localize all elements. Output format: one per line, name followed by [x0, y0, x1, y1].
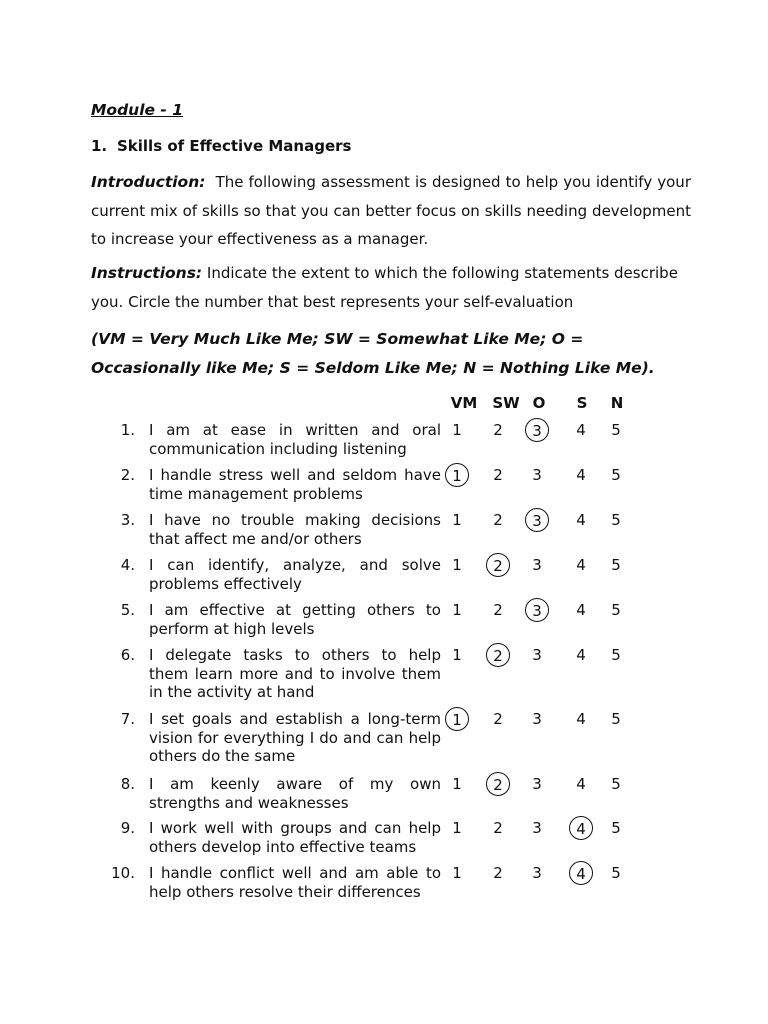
rating-option[interactable]: 3 — [532, 710, 542, 728]
column-header-vm: VM — [450, 394, 478, 412]
rating-option[interactable]: 3 — [532, 819, 542, 837]
rating-option[interactable]: 5 — [611, 864, 621, 882]
rating-option[interactable]: 3 — [532, 864, 542, 882]
selected-rating-option[interactable]: 2 — [486, 553, 510, 577]
section-title — [91, 137, 351, 155]
rating-option[interactable]: 4 — [576, 601, 586, 619]
rating-option[interactable]: 4 — [576, 646, 586, 664]
column-header-n: N — [610, 394, 624, 412]
rating-option[interactable]: 2 — [493, 864, 503, 882]
selected-rating-option[interactable]: 3 — [525, 508, 549, 532]
introduction-paragraph — [91, 168, 691, 254]
rating-option[interactable]: 3 — [532, 556, 542, 574]
rating-option[interactable]: 2 — [493, 710, 503, 728]
rating-option[interactable]: 4 — [576, 710, 586, 728]
item-statement: I delegate tasks to others to help them learn more and to involve them in the activity at hand — [149, 646, 441, 701]
rating-option[interactable]: 2 — [493, 466, 503, 484]
selected-rating-option[interactable]: 3 — [525, 598, 549, 622]
selected-rating-option[interactable]: 2 — [486, 772, 510, 796]
rating-option[interactable]: 4 — [576, 421, 586, 439]
rating-option[interactable]: 1 — [452, 511, 462, 529]
rating-option[interactable]: 5 — [611, 710, 621, 728]
rating-option[interactable]: 1 — [452, 601, 462, 619]
instructions-text: Indicate the extent to which the following statements describe you. Circle the number that best represents your self-evaluation — [91, 264, 678, 311]
rating-option[interactable]: 5 — [611, 775, 621, 793]
column-header-o: O — [532, 394, 546, 412]
rating-option[interactable]: 5 — [611, 511, 621, 529]
rating-option[interactable]: 4 — [576, 511, 586, 529]
selected-rating-option[interactable]: 4 — [569, 816, 593, 840]
scale-legend: (VM = Very Much Like Me; SW = Somewhat Like Me; O = Occasionally like Me; S = Seldom Like Me; N = Nothing Like Me). — [91, 330, 655, 377]
item-statement: I am keenly aware of my own strengths and weaknesses — [149, 775, 441, 812]
rating-option[interactable]: 5 — [611, 646, 621, 664]
rating-option[interactable]: 1 — [452, 556, 462, 574]
item-statement: I set goals and establish a long-term vision for everything I do and can help others do the same — [149, 710, 441, 765]
rating-option[interactable]: 4 — [576, 556, 586, 574]
rating-option[interactable]: 3 — [532, 646, 542, 664]
item-number: 5. — [120, 601, 135, 619]
rating-option[interactable]: 1 — [452, 421, 462, 439]
selected-rating-option[interactable]: 1 — [445, 463, 469, 487]
section-number: 1. — [91, 137, 108, 155]
column-header-s: S — [576, 394, 588, 412]
selected-rating-option[interactable]: 2 — [486, 643, 510, 667]
column-header-sw: SW — [492, 394, 520, 412]
item-number: 3. — [120, 511, 135, 529]
item-statement: I can identify, analyze, and solve problems effectively — [149, 556, 441, 593]
item-statement: I am at ease in written and oral communication including listening — [149, 421, 441, 458]
rating-option[interactable]: 2 — [493, 511, 503, 529]
instructions-label: Instructions: — [91, 264, 203, 282]
item-number: 7. — [120, 710, 135, 728]
module-title: Module - 1 — [91, 101, 184, 119]
item-statement: I work well with groups and can help others develop into effective teams — [149, 819, 441, 856]
rating-option[interactable]: 2 — [493, 421, 503, 439]
rating-option[interactable]: 1 — [452, 819, 462, 837]
rating-option[interactable]: 1 — [452, 775, 462, 793]
item-statement: I handle stress well and seldom have time management problems — [149, 466, 441, 503]
section-title-text: Skills of Effective Managers — [117, 137, 352, 155]
item-number: 9. — [120, 819, 135, 837]
rating-option[interactable]: 5 — [611, 466, 621, 484]
selected-rating-option[interactable]: 3 — [525, 418, 549, 442]
item-number: 8. — [120, 775, 135, 793]
selected-rating-option[interactable]: 4 — [569, 861, 593, 885]
item-number: 6. — [120, 646, 135, 664]
item-number: 4. — [120, 556, 135, 574]
item-statement: I have no trouble making decisions that affect me and/or others — [149, 511, 441, 548]
item-number: 2. — [120, 466, 135, 484]
item-statement: I handle conflict well and am able to help others resolve their differences — [149, 864, 441, 901]
rating-option[interactable]: 2 — [493, 601, 503, 619]
rating-option[interactable]: 4 — [576, 466, 586, 484]
selected-rating-option[interactable]: 1 — [445, 707, 469, 731]
instructions-paragraph — [91, 259, 691, 316]
item-number: 10. — [111, 864, 135, 882]
item-number: 1. — [120, 421, 135, 439]
rating-option[interactable]: 5 — [611, 556, 621, 574]
rating-option[interactable]: 4 — [576, 775, 586, 793]
rating-option[interactable]: 5 — [611, 421, 621, 439]
rating-option[interactable]: 1 — [452, 646, 462, 664]
rating-option[interactable]: 3 — [532, 775, 542, 793]
rating-option[interactable]: 5 — [611, 601, 621, 619]
introduction-label: Introduction: — [91, 173, 206, 191]
introduction-text: The following assessment is designed to help you identify your current mix of skills so that you can better focus on skills needing development to increase your effectiveness as a manager. — [91, 173, 691, 248]
rating-option[interactable]: 5 — [611, 819, 621, 837]
rating-option[interactable]: 3 — [532, 466, 542, 484]
rating-option[interactable]: 1 — [452, 864, 462, 882]
item-statement: I am effective at getting others to perform at high levels — [149, 601, 441, 638]
rating-option[interactable]: 2 — [493, 819, 503, 837]
